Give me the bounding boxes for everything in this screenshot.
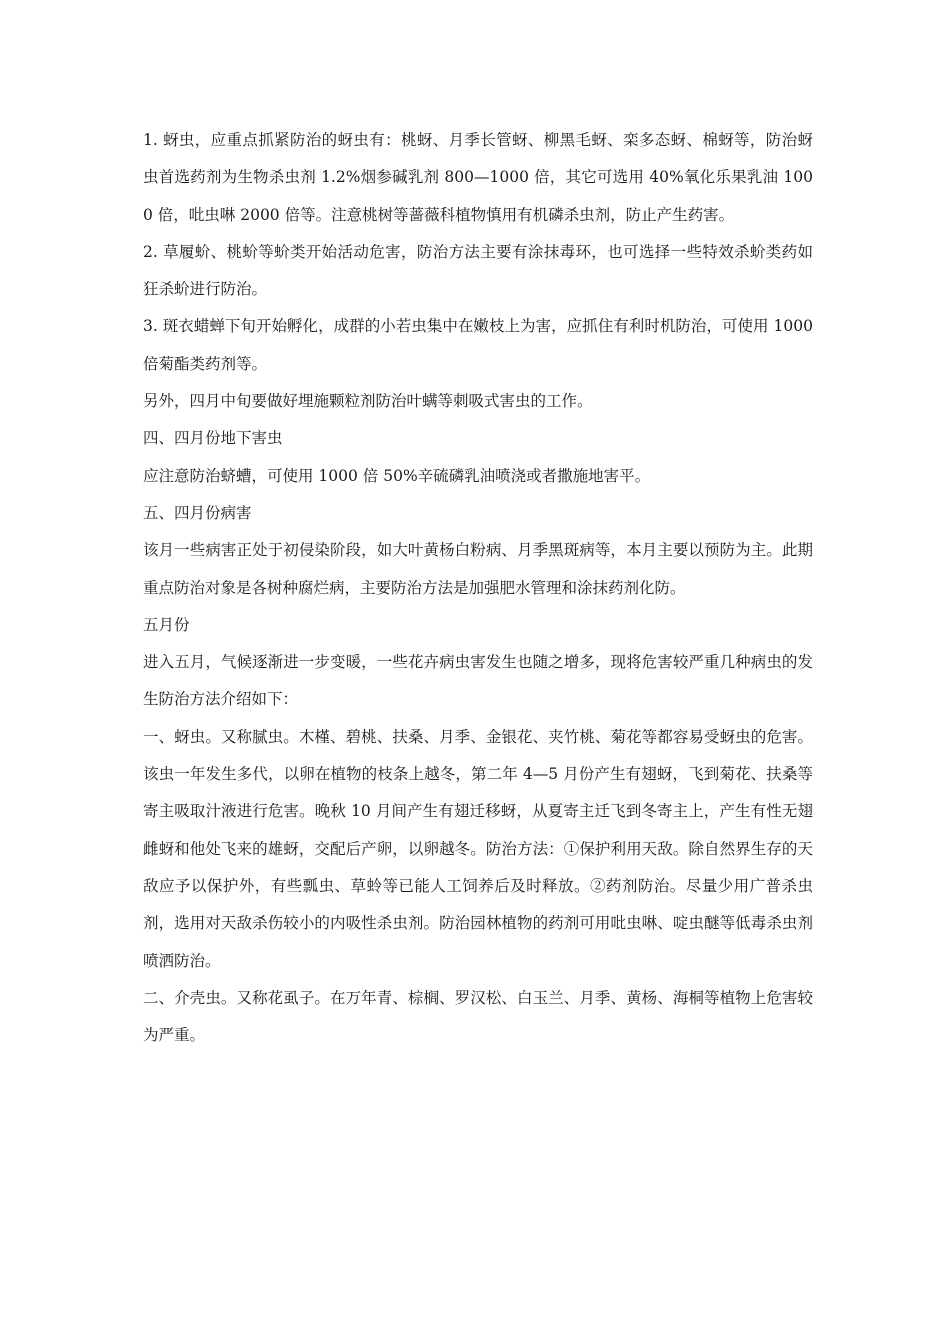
heading-may: 五月份	[143, 615, 190, 634]
paragraph-april-disease-prevention: 该月一些病害正处于初侵染阶段，如大叶黄杨白粉病、月季黑斑病等，本月主要以预防为主。此期重点防治对象是各树种腐烂病，主要防治方法是加强肥水管理和涂抹药剂化防。	[143, 541, 813, 597]
paragraph-scale-insect-control: 2. 草履蚧、桃蚧等蚧类开始活动危害，防治方法主要有涂抹毒环，也可选择一些特效杀蚧类药如狂杀蚧进行防治。	[143, 242, 813, 299]
paragraph-aphid-control: 1. 蚜虫，应重点抓紧防治的蚜虫有：桃蚜、月季长管蚜、柳黑毛蚜、栾多态蚜、棉蚜等，防治蚜虫首选药剂为生物杀虫剂 1.2%烟参碱乳剂 800—1000 倍，其它可选用 40%氧化乐果乳油 1000 倍，吡虫啉 2000 倍等。注意桃树等蔷薇科植物慎用有机磷杀虫剂，防止产生药害。	[143, 131, 813, 224]
paragraph-may-aphid: 一、蚜虫。又称腻虫。木槿、碧桃、扶桑、月季、金银花、夹竹桃、菊花等都容易受蚜虫的危害。该虫一年发生多代，以卵在植物的枝条上越冬，第二年 4—5 月份产生有翅蚜，飞到菊花、扶桑等寄主吸取汁液进行危害。晚秋 10 月间产生有翅迁移蚜，从夏寄主迁飞到冬寄主上，产生有性无翅雌蚜和他处飞来的雄蚜，交配后产卵，以卵越冬。防治方法：①保护利用天敌。除自然界生存的天敌应予以保护外，有些瓢虫、草蛉等已能人工饲养后及时释放。②药剂防治。尽量少用广普杀虫剂，选用对天敌杀伤较小的内吸性杀虫剂。防治园林植物的药剂可用吡虫啉、啶虫醚等低毒杀虫剂喷洒防治。	[143, 727, 813, 970]
paragraph-grub-control: 应注意防治蛴螬，可使用 1000 倍 50%辛硫磷乳油喷浇或者撒施地害平。	[143, 466, 651, 485]
heading-april-underground-pests: 四、四月份地下害虫	[143, 429, 283, 448]
paragraph-mite-note: 另外，四月中旬要做好埋施颗粒剂防治叶螨等刺吸式害虫的工作。	[143, 392, 593, 411]
paragraph-may-scale-insect: 二、介壳虫。又称花虱子。在万年青、棕榈、罗汉松、白玉兰、月季、黄杨、海桐等植物上危害较为严重。	[143, 988, 813, 1045]
paragraph-may-intro: 进入五月，气候逐渐进一步变暖，一些花卉病虫害发生也随之增多，现将危害较严重几种病虫的发生防治方法介绍如下：	[143, 653, 813, 709]
heading-april-diseases: 五、四月份病害	[143, 503, 252, 522]
document-body	[143, 122, 813, 1054]
paragraph-lanternfly-control: 3. 斑衣蜡蝉下旬开始孵化，成群的小若虫集中在嫩枝上为害，应抓住有利时机防治，可使用 1000 倍菊酯类药剂等。	[143, 317, 813, 373]
